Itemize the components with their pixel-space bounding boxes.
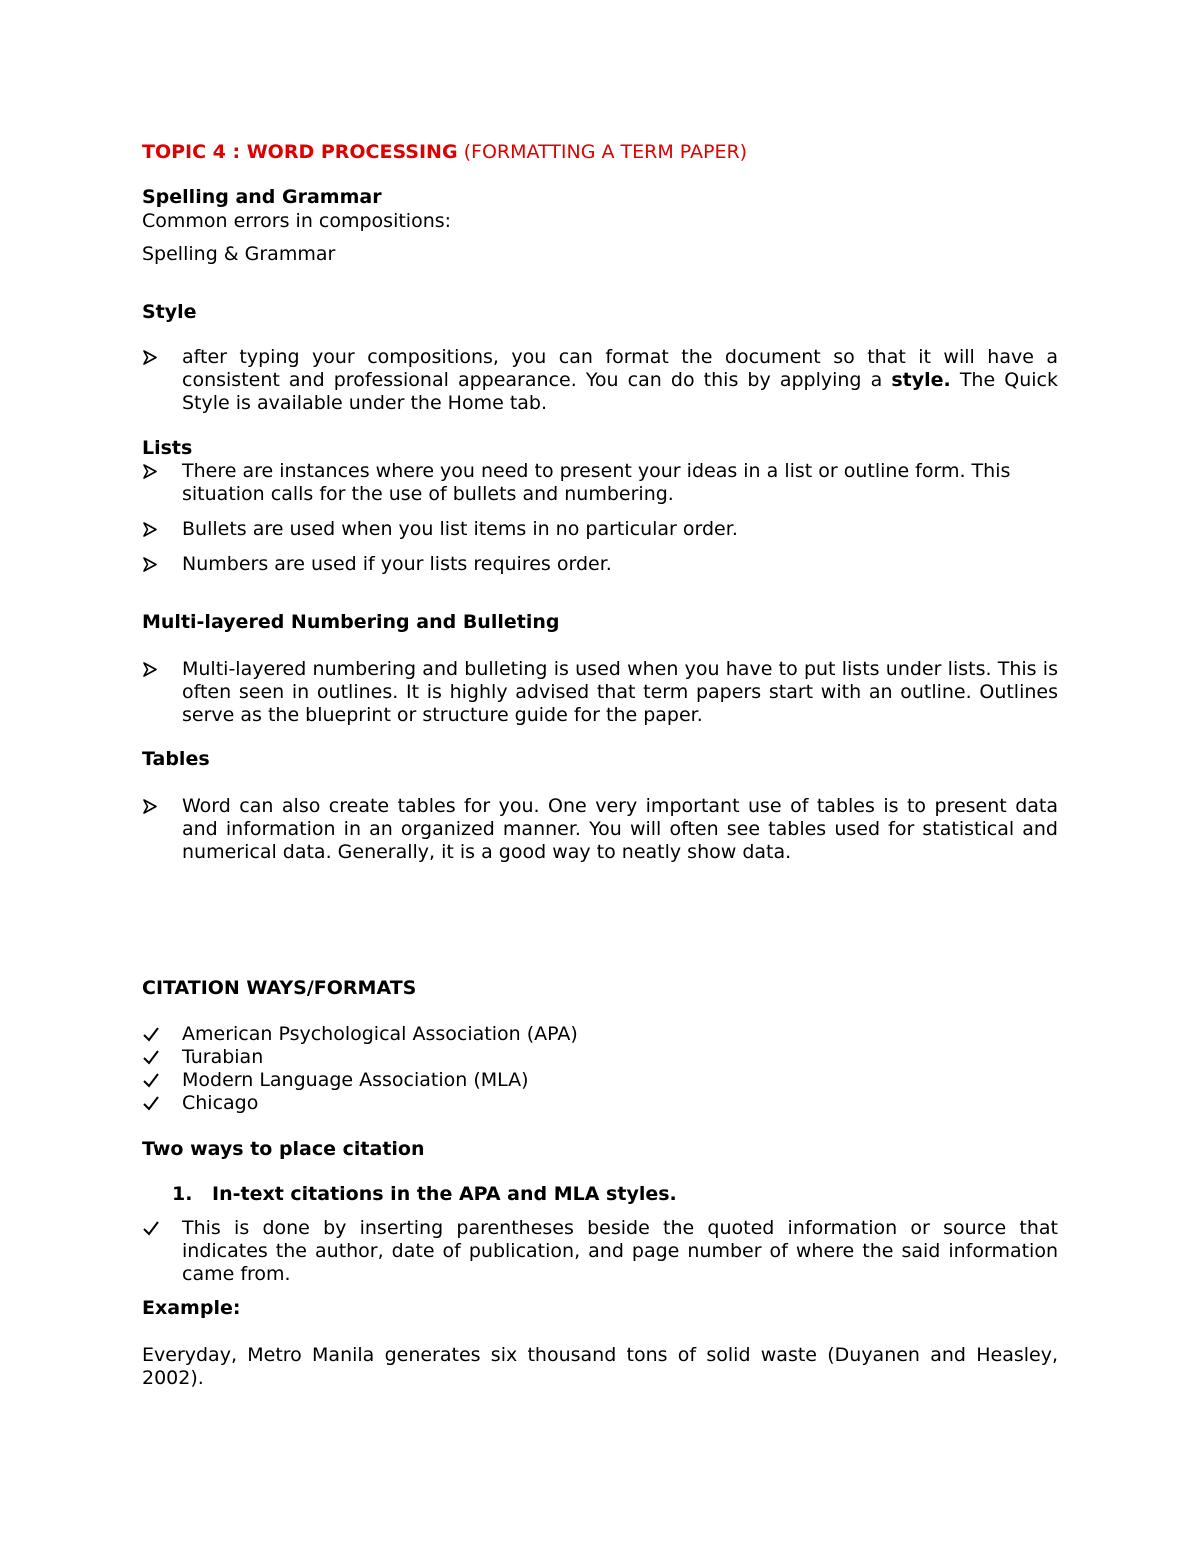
example-text: Everyday, Metro Manila generates six thousand tons of solid waste (Duyanen and Heasley, 2002). xyxy=(142,1344,1058,1389)
check-item-text: This is done by inserting parentheses beside the quoted information or source that indicates the author, date of publication, and page number of where the said information came from. xyxy=(182,1217,1058,1285)
arrow-bullet-icon xyxy=(142,658,172,681)
lists-heading: Lists xyxy=(142,437,193,459)
citation-heading: CITATION WAYS/FORMATS xyxy=(142,977,417,999)
arrow-bullet-icon xyxy=(142,346,172,369)
lists-item-text: Numbers are used if your lists requires order. xyxy=(182,553,612,575)
arrow-bullet-icon xyxy=(142,518,172,541)
page-title xyxy=(142,141,1058,164)
tables-heading: Tables xyxy=(142,748,210,770)
multi-item-text: Multi-layered numbering and bulleting is used when you have to put lists under lists. This is often seen in outlines. It is highly advised that term papers start with an outline. Outlines serve as the blueprint or structure guide for the paper. xyxy=(182,658,1058,726)
title-suffix: (FORMATTING A TERM PAPER) xyxy=(457,141,748,163)
citation-item-text: Chicago xyxy=(182,1092,259,1114)
style-item-bold: style. xyxy=(891,369,951,391)
check-bullet-icon xyxy=(142,1046,172,1069)
example-heading: Example: xyxy=(142,1297,241,1319)
spelling-heading: Spelling and Grammar xyxy=(142,186,382,208)
citation-item-text: Turabian xyxy=(182,1046,264,1068)
numbered-marker: 1. xyxy=(172,1183,193,1205)
check-bullet-icon xyxy=(142,1023,172,1046)
two-ways-heading: Two ways to place citation xyxy=(142,1138,425,1160)
check-bullet-icon xyxy=(142,1069,172,1092)
title-label: TOPIC 4 : WORD PROCESSING xyxy=(142,141,458,163)
tables-item-text: Word can also create tables for you. One very important use of tables is to present data and information in an organized manner. You will often see tables used for statistical and numerical data. Generally, it is a good way to neatly show data. xyxy=(182,795,1058,863)
numbered-item-text: In-text citations in the APA and MLA styles. xyxy=(212,1183,677,1205)
citation-item-text: Modern Language Association (MLA) xyxy=(182,1069,529,1091)
lists-item-text: There are instances where you need to present your ideas in a list or outline form. This situation calls for the use of bullets and numbering. xyxy=(182,460,1011,505)
check-bullet-icon xyxy=(142,1217,172,1240)
lists-item-text: Bullets are used when you list items in no particular order. xyxy=(182,518,738,540)
spelling-line-2: Spelling & Grammar xyxy=(142,243,336,265)
style-heading: Style xyxy=(142,301,197,323)
arrow-bullet-icon xyxy=(142,460,172,483)
check-bullet-icon xyxy=(142,1092,172,1115)
arrow-bullet-icon xyxy=(142,553,172,576)
arrow-bullet-icon xyxy=(142,795,172,818)
multi-heading: Multi-layered Numbering and Bulleting xyxy=(142,611,560,633)
spelling-line-1: Common errors in compositions: xyxy=(142,210,452,232)
style-item-text: after typing your compositions, you can format the document so that it will have a consistent and professional appearance. You can do this by applying a style. The Quick Style is available under the Home tab. xyxy=(182,346,1058,414)
citation-item-text: American Psychological Association (APA) xyxy=(182,1023,578,1045)
